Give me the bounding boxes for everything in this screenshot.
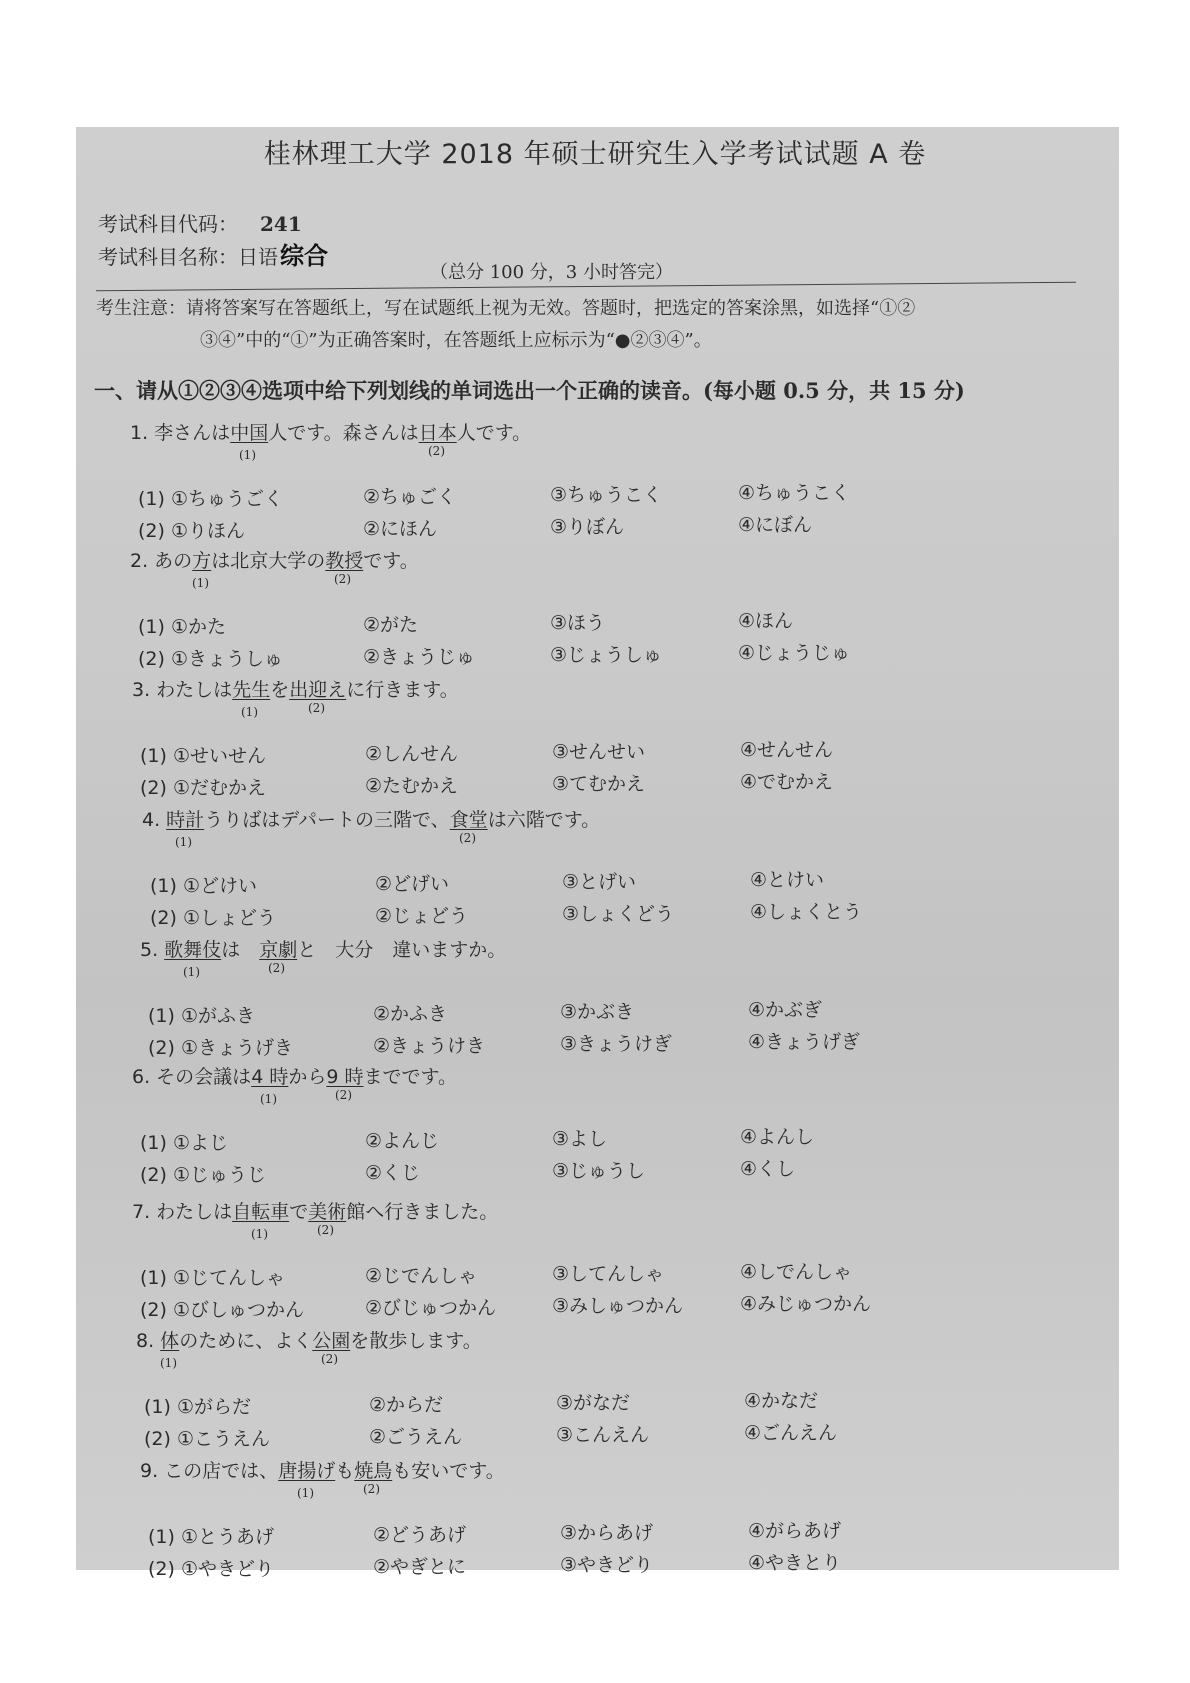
question-text: までです。 — [363, 1066, 457, 1088]
answer-option: ③みしゅつかん — [552, 1295, 684, 1317]
question-text: 人です。 — [456, 422, 532, 444]
answer-option: ②ちゅごく — [363, 486, 457, 508]
answer-option: ④きょうげぎ — [748, 1031, 861, 1053]
answer-option: ②やぎとに — [373, 1556, 467, 1578]
underlined-word: 出迎え — [289, 679, 347, 701]
answer-option: (1) ①がらだ — [144, 1396, 251, 1418]
question-text: 人です。森さんは — [268, 422, 419, 444]
exam-title: 桂林理工大学 2018 年硕士研究生入学考试试题 A 卷 — [263, 139, 927, 170]
question-text: この店では、 — [164, 1460, 279, 1482]
answer-option: ②ごうえん — [369, 1426, 463, 1448]
underlined-word: 先生 — [232, 679, 271, 701]
answer-option: ④やきとり — [748, 1552, 842, 1574]
answer-option: ②じでんしゃ — [365, 1265, 478, 1287]
answer-option: ②しんせん — [365, 743, 459, 765]
underlined-word: 体 — [160, 1330, 180, 1352]
answer-option: ③ちゅうこく — [550, 484, 663, 506]
blank-marker: (1) — [183, 965, 200, 979]
answer-option: ③とげい — [562, 871, 637, 893]
question-text: あの — [154, 550, 193, 572]
answer-option: ④しでんしゃ — [740, 1261, 853, 1283]
answer-option: (2) ①びしゅつかん — [140, 1299, 304, 1321]
blank-marker: (1) — [160, 1356, 177, 1370]
question-text: その会議は — [156, 1066, 252, 1088]
answer-option: (2) ①きょうしゅ — [138, 648, 283, 670]
question-text: も — [335, 1460, 355, 1482]
answer-option: (2) ①こうえん — [144, 1428, 270, 1450]
answer-option: ③しょくどう — [562, 903, 675, 925]
answer-option: ③こんえん — [556, 1424, 650, 1446]
question-number: 3. — [132, 679, 157, 701]
notice-line-1: 考生注意：请将答案写在答题纸上，写在试题纸上视为无效。答题时，把选定的答案涂黑，如选择“①② — [96, 298, 916, 319]
answer-option: ④ほん — [738, 610, 794, 632]
question-number: 7. — [132, 1201, 157, 1223]
answer-option: (2) ①しょどう — [150, 907, 276, 929]
answer-option: ②どげい — [375, 873, 450, 895]
answer-option: ③せんせい — [552, 741, 646, 763]
question-text: わたしは — [156, 1201, 233, 1223]
answer-option: (1) ①よじ — [140, 1132, 228, 1154]
answer-option: ④ごんえん — [744, 1422, 838, 1444]
question-7 — [132, 1197, 498, 1224]
question-text: と 大分 違いますか。 — [297, 939, 507, 961]
question-text: です。 — [363, 550, 419, 572]
answer-option: ②じょどう — [375, 905, 469, 927]
question-6 — [132, 1062, 457, 1089]
answer-option: ②どうあげ — [373, 1524, 467, 1546]
answer-option: ④かなだ — [744, 1390, 819, 1412]
answer-option: ④せんせん — [740, 739, 834, 761]
question-4 — [142, 805, 600, 832]
blank-marker: (1) — [251, 1227, 268, 1241]
answer-option: ④じょうじゅ — [738, 642, 851, 664]
total-score-note: （总分 100 分，3 小时答完） — [430, 262, 673, 283]
question-text: 李さんは — [154, 422, 231, 444]
blank-marker: (1) — [297, 1486, 314, 1500]
question-text: わたしは — [156, 679, 233, 701]
answer-option: ②たむかえ — [365, 775, 459, 797]
question-text: うりばはデパートの三階で、 — [204, 809, 450, 831]
answer-option: ④しょくとう — [750, 901, 863, 923]
answer-option: ③やきどり — [560, 1554, 654, 1576]
answer-option: ②くじ — [365, 1162, 421, 1184]
question-text: 館へ行きました。 — [346, 1201, 499, 1223]
question-3 — [132, 675, 459, 702]
question-number: 4. — [142, 809, 167, 831]
blank-marker: (1) — [260, 1092, 277, 1106]
answer-option: (1) ①せいせん — [140, 745, 266, 767]
question-number: 6. — [132, 1066, 157, 1088]
question-text: から — [288, 1066, 327, 1088]
subject-name-value: 日语 — [238, 245, 278, 269]
answer-option: ②かふき — [373, 1003, 448, 1025]
answer-option: ④くし — [740, 1158, 796, 1180]
blank-marker: (2) — [428, 444, 445, 458]
blank-marker: (2) — [459, 831, 476, 845]
answer-option: ②にほん — [363, 518, 438, 540]
answer-option: (1) ①がふき — [148, 1005, 255, 1027]
answer-option: (1) ①かた — [138, 616, 226, 638]
answer-option: (2) ①きょうげき — [148, 1037, 293, 1059]
question-5 — [140, 935, 506, 962]
answer-option: ④よんし — [740, 1126, 815, 1148]
underlined-word: 日本 — [418, 422, 457, 444]
question-number: 9. — [140, 1460, 165, 1482]
question-text: のために、よく — [179, 1330, 313, 1352]
underlined-word: 唐揚げ — [278, 1460, 336, 1482]
answer-option: (1) ①とうあげ — [148, 1526, 274, 1548]
question-text: は北京大学の — [211, 550, 326, 572]
answer-option: (1) ①どけい — [150, 875, 257, 897]
question-1 — [130, 418, 531, 445]
answer-option: ③してんしゃ — [552, 1263, 665, 1285]
underlined-word: 歌舞伎 — [164, 939, 222, 961]
notice-line-2: ③④”中的“①”为正确答案时，在答题纸上应标示为“●②③④”。 — [200, 330, 712, 351]
blank-marker: (2) — [335, 1088, 352, 1102]
subject-code-label: 考试科目代码： — [98, 212, 238, 236]
underlined-word: 自転車 — [232, 1201, 290, 1223]
answer-option: ③りぼん — [550, 516, 625, 538]
blank-marker: (1) — [175, 835, 192, 849]
blank-marker: (2) — [363, 1482, 380, 1496]
answer-option: ③よし — [552, 1128, 608, 1150]
question-text: は — [221, 939, 260, 961]
answer-option: ④みじゅつかん — [740, 1293, 872, 1315]
underlined-word: 中国 — [230, 422, 269, 444]
blank-marker: (2) — [317, 1223, 334, 1237]
answer-option: (1) ①ちゅうごく — [138, 488, 283, 510]
answer-option: ④とけい — [750, 869, 825, 891]
answer-option: ③じゅうし — [552, 1160, 646, 1182]
question-text: を — [270, 679, 290, 701]
underlined-word: 教授 — [325, 550, 364, 572]
answer-option: (1) ①じてんしゃ — [140, 1267, 285, 1289]
answer-option: ③かぶき — [560, 1001, 635, 1023]
question-text: を散歩します。 — [350, 1330, 482, 1352]
blank-marker: (1) — [241, 705, 258, 719]
answer-option: ②がた — [363, 614, 419, 636]
candidate-notice — [96, 293, 1096, 357]
question-number: 8. — [136, 1330, 161, 1352]
underlined-word: 公園 — [312, 1330, 351, 1352]
question-text: で — [289, 1201, 309, 1223]
subject-name-handwritten: 综合 — [280, 242, 328, 270]
blank-marker: (2) — [334, 572, 351, 586]
question-number: 2. — [130, 550, 155, 572]
subject-name-label: 考试科目名称： — [98, 245, 238, 269]
blank-marker: (2) — [308, 701, 325, 715]
underlined-word: 京劇 — [259, 939, 298, 961]
underlined-word: 9 時 — [326, 1066, 364, 1088]
subject-code-value: 241 — [260, 212, 302, 236]
answer-option: ④ちゅうこく — [738, 482, 851, 504]
blank-marker: (2) — [321, 1352, 338, 1366]
answer-option: ③からあげ — [560, 1522, 654, 1544]
answer-option: ②びじゅつかん — [365, 1297, 497, 1319]
answer-option: (2) ①じゅうじ — [140, 1164, 266, 1186]
answer-option: ②からだ — [369, 1394, 444, 1416]
answer-option: ③じょうしゅ — [550, 644, 663, 666]
answer-option: ②きょうじゅ — [363, 646, 476, 668]
question-9 — [140, 1456, 505, 1483]
answer-option: ③てむかえ — [552, 773, 646, 795]
underlined-word: 4 時 — [251, 1066, 289, 1088]
question-number: 5. — [140, 939, 165, 961]
answer-option: ②きょうけき — [373, 1035, 486, 1057]
answer-option: (2) ①だむかえ — [140, 777, 266, 799]
question-text: に行きます。 — [346, 679, 459, 701]
underlined-word: 時計 — [166, 809, 205, 831]
answer-option: (2) ①りほん — [138, 520, 245, 542]
underlined-word: 焼鳥 — [354, 1460, 393, 1482]
question-text: も安いです。 — [392, 1460, 505, 1482]
answer-option: ②よんじ — [365, 1130, 440, 1152]
answer-option: ③ほう — [550, 612, 606, 634]
answer-option: ④でむかえ — [740, 771, 834, 793]
blank-marker: (1) — [192, 576, 209, 590]
underlined-word: 方 — [192, 550, 212, 572]
answer-option: (2) ①やきどり — [148, 1558, 274, 1580]
blank-marker: (1) — [239, 448, 256, 462]
question-2 — [130, 546, 419, 573]
subject-code-row — [98, 208, 302, 237]
question-8 — [136, 1326, 482, 1353]
blank-marker: (2) — [268, 961, 285, 975]
underlined-word: 美術 — [308, 1201, 347, 1223]
question-number: 1. — [130, 422, 155, 444]
answer-option: ④がらあげ — [748, 1520, 842, 1542]
answer-option: ③がなだ — [556, 1392, 631, 1414]
question-text: は六階です。 — [487, 809, 601, 831]
answer-option: ③きょうけぎ — [560, 1033, 673, 1055]
answer-option: ④にぼん — [738, 514, 813, 536]
underlined-word: 食堂 — [449, 809, 488, 831]
answer-option: ④かぶぎ — [748, 999, 823, 1021]
section-title: 一、请从①②③④选项中给下列划线的单词选出一个正确的读音。(每小题 0.5 分，共 15 分) — [94, 378, 965, 403]
subject-name-row — [98, 236, 328, 271]
